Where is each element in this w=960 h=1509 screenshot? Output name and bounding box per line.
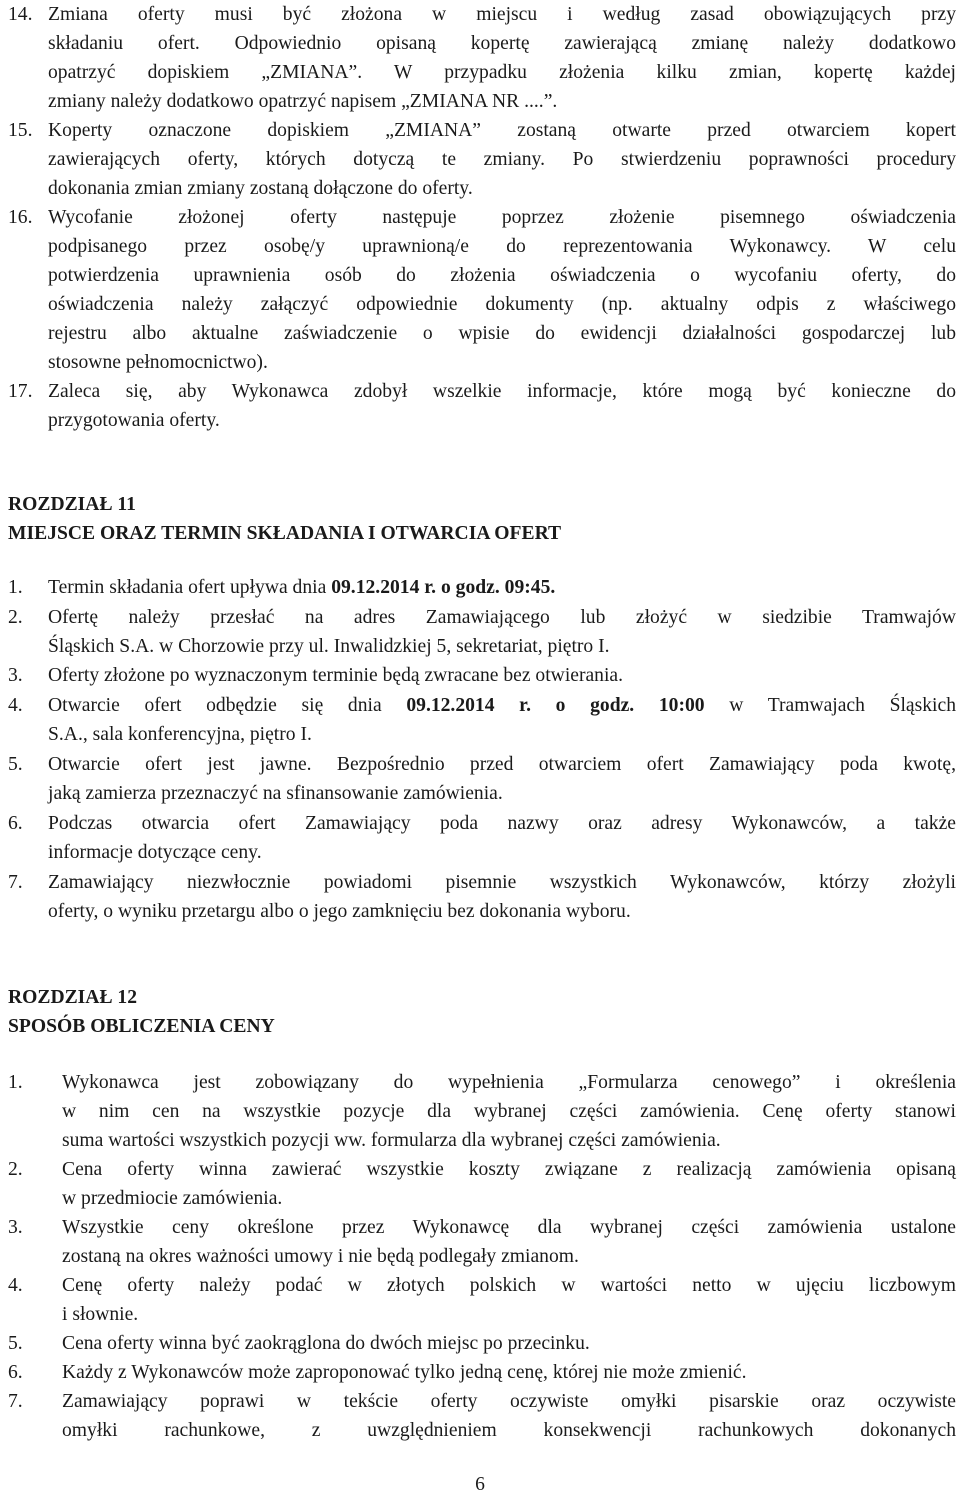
- text-line: zmiany należy dodatkowo opatrzyć napisem „ZMIANA NR ....”.: [48, 91, 558, 112]
- item-number: 16.: [8, 207, 33, 228]
- text-line: zostaną na okres ważności umowy i nie będą podlegały zmianom.: [62, 1246, 579, 1267]
- page-number: 6: [475, 1474, 485, 1495]
- text-line: potwierdzenia uprawnienia osób do złożenia oświadczenia o wycofaniu oferty, do: [48, 265, 956, 286]
- text-line: zawierających oferty, których dotyczą te zmiany. Po stwierdzeniu poprawności procedury: [48, 149, 956, 170]
- text-line: przygotowania oferty.: [48, 410, 220, 431]
- text-line: składaniu ofert. Odpowiednio opisaną kopertę zawierającą zmianę należy dodatkowo: [48, 33, 956, 54]
- text-line: S.A., sala konferencyjna, piętro I.: [48, 724, 312, 745]
- text-line: suma wartości wszystkich pozycji ww. formularza dla wybranej części zamówienia.: [62, 1130, 721, 1151]
- text-line: rejestru albo aktualne zaświadczenie o wpisie do ewidencji działalności gospodarczej lub: [48, 323, 956, 344]
- text-line: i słownie.: [62, 1304, 139, 1325]
- text-line: oświadczenia należy załączyć odpowiednie dokumenty (np. aktualny odpis z właściwego: [48, 294, 956, 315]
- text-line: podpisanego przez osobę/y uprawnioną/e do reprezentowania Wykonawcy. W celu: [48, 236, 956, 257]
- text-line: dokonania zmian zmiany zostaną dołączone do oferty.: [48, 178, 473, 199]
- text-line: informacje dotyczące ceny.: [48, 842, 262, 863]
- text-line: oferty, o wyniku przetargu albo o jego zamknięciu bez dokonania wyboru.: [48, 901, 631, 922]
- text-line: opatrzyć dopiskiem „ZMIANA”. W przypadku złożenia kilku zmian, kopertę każdej: [48, 62, 956, 83]
- text-line: Śląskich S.A. w Chorzowie przy ul. Inwalidzkiej 5, sekretariat, piętro I.: [48, 636, 610, 657]
- item-number: 14.: [8, 4, 33, 25]
- item-number: 15.: [8, 120, 33, 141]
- text-line: w przedmiocie zamówienia.: [62, 1188, 283, 1209]
- text-line: jaką zamierza przeznaczyć na sfinansowanie zamówienia.: [48, 783, 503, 804]
- text-line: omyłki rachunkowe, z uwzględnieniem konsekwencji rachunkowych dokonanych: [62, 1420, 956, 1441]
- item-number: 17.: [8, 381, 33, 402]
- text-line: w nim cen na wszystkie pozycje dla wybranej części zamówienia. Cenę oferty stanowi: [62, 1101, 956, 1122]
- text-line: stosowne pełnomocnictwo).: [48, 352, 268, 373]
- document-page: 14. Zmiana oferty musi być złożona w miejscu i według zasad obowiązujących przy składaniu ofert. Odpowiednio opisaną kopertę zawierającą zmianę należy dodatkowo opatrzyć dopiskiem „ZMIANA”. W przypadku złożenia kilku zmian, kopertę każdej zmiany należy dodatkowo opatrzyć napisem „ZMIANA NR ....”. 15. Koperty oznaczone dopiskiem „ZMIANA” zostaną otwarte przed otwarciem kopert zawierających oferty, których dotyczą te zmiany. Po stwierdzeniu poprawności procedury dokonania zmian zmiany zostaną dołączone do oferty. 16. Wycofanie złożonej oferty następuje poprzez złożenie pisemnego oświadczenia podpisanego przez osobę/y uprawnioną/e do reprezentowania Wykonawcy. W celu potwierdzenia uprawnienia osób do złożenia oświadczenia o wycofaniu oferty, do oświadczenia należy załączyć odpowiednie dokumenty (np. aktualny odpis z właściwego rejestru albo aktualne zaświadczenie o wpisie do ewidencji działalności gospodarczej lub stosowne pełnomocnictwo). 17. Zaleca się, aby Wykonawca zdobył wszelkie informacje, które mogą być konieczne do przygotowania oferty. ROZDZIAŁ 11 MIEJSCE ORAZ TERMIN SKŁADANIA I OTWARCIA OFERT 1. Termin składania ofert upływa dnia 09.12.2014 r. o godz. 09:45. 2. Ofertę należy przesłać na adres Zamawiającego lub złożyć w siedzibie Tramwajów Śląskich S.A. w Chorzowie przy ul. Inwalidzkiej 5, sekretariat, piętro I. 3. Oferty złożone po wyznaczonym terminie będą zwracane bez otwierania. 4. Otwarcie ofert odbędzie się dnia 09.12.2014 r. o godz. 10:00 w Tramwajach Śląskich S.A., sala konferencyjna, piętro I. 5. Otwarcie ofert jest jawne. Bezpośrednio przed otwarciem ofert Zamawiający poda kwotę, jaką zamierza przeznaczyć na sfinansowanie zamówienia. 6. Podczas otwarcia ofert Zamawiający poda nazwy oraz adresy Wykonawców, a także informacje dotyczące ceny. 7. Zamawiający niezwłocznie powiadomi pisemnie wszystkich Wykonawców, którzy złożyli oferty, o wyniku przetargu albo o jego zamknięciu bez dokonania wyboru. ROZDZIAŁ 12 SPOSÓB OBLICZENIA CENY 1. Wykonawca jest zobowiązany do wypełnienia „Formularza cenowego” i określenia w nim cen na wszystkie pozycje dla wybranej części zamówienia. Cenę oferty stanowi suma wartości wszystkich pozycji ww. formularza dla wybranej części zamówienia. 2. Cena oferty winna zawierać wszystkie koszty związane z realizacją zamówienia opisaną w przedmiocie zamówienia. 3. Wszystkie ceny określone przez Wykonawcę dla wybranej części zamówienia ustalone zostaną na okres ważności umowy i nie będą podlegały zmianom. 4. Cenę oferty należy podać w złotych polskich w wartości netto w ujęciu liczbowym i słownie. 5. Cena oferty winna być zaokrąglona do dwóch miejsc po przecinku. 6. Każdy z Wykonawców może zaproponować tylko jedną cenę, której nie może zmienić. 7. Zamawiający poprawi w tekście oferty oczywiste omyłki pisarskie oraz oczywiste omyłki rachunkowe, z uwzględnieniem konsekwencji rachunkowych dokonanych 6: [0, 0, 960, 1509]
